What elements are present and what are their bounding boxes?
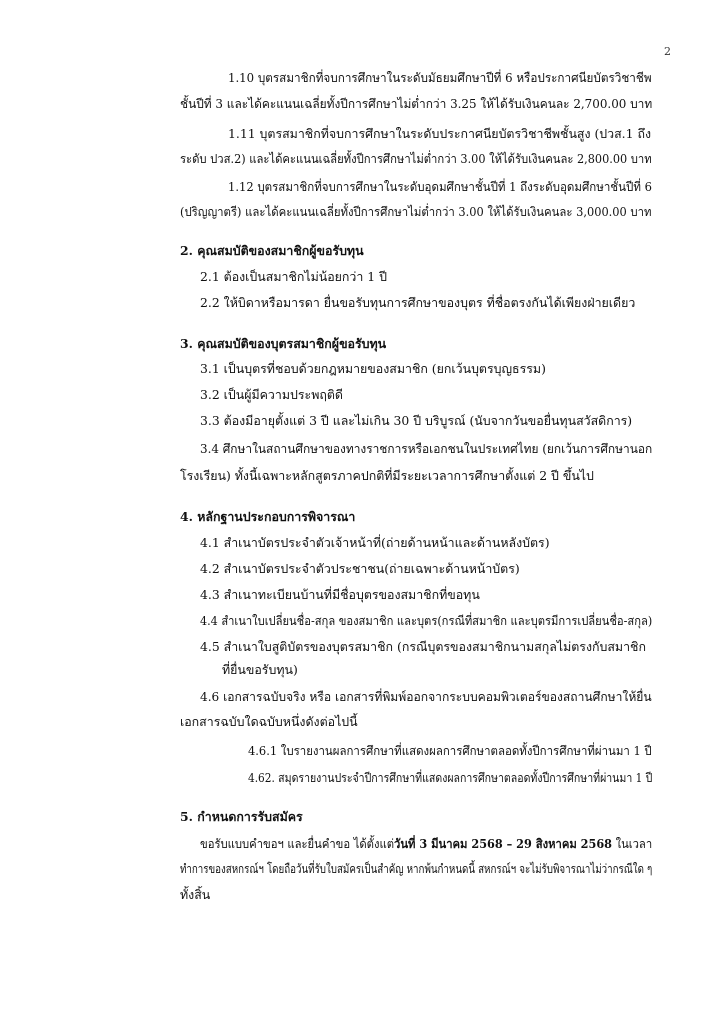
item-4-4: 4.4 สำเนาใบเปลี่ยนชื่อ-สกุล ของสมาชิก และบุตร(กรณีที่สมาชิก และบุตรมีการเปลี่ยนชื่อ-สกุล) bbox=[200, 613, 653, 628]
item-2-1: 2.1 ต้องเป็นสมาชิกไม่น้อยกว่า 1 ปี bbox=[200, 269, 387, 284]
item-1-12-line2: (ปริญญาตรี) และได้คะแนนเฉลี่ยทั้งปีการศึกษาไม่ต่ำกว่า 3.00 ให้ได้รับเงินคนละ 3,000.00 บาท bbox=[180, 204, 652, 219]
item-1-12-line1: 1.12 บุตรสมาชิกที่จบการศึกษาในระดับอุดมศึกษาชั้นปีที่ 1 ถึงระดับอุดมศึกษาชั้นปีที่ 6 bbox=[228, 179, 652, 194]
section-2-heading: 2. คุณสมบัติของสมาชิกผู้ขอรับทุน bbox=[180, 243, 364, 258]
item-2-2: 2.2 ให้บิดาหรือมารดา ยื่นขอรับทุนการศึกษาของบุตร ที่ชื่อตรงกันได้เพียงฝ่ายเดียว bbox=[200, 295, 636, 310]
section-5-heading: 5. กำหนดการรับสมัคร bbox=[180, 809, 303, 824]
section-4-heading: 4. หลักฐานประกอบการพิจารณา bbox=[180, 509, 356, 524]
item-4-5-line2: ที่ยื่นขอรับทุน) bbox=[222, 662, 298, 677]
section-5-date-range: วันที่ 3 มีนาคม 2568 – 29 สิงหาคม 2568 bbox=[394, 836, 613, 851]
section-5-line1 bbox=[200, 838, 652, 850]
page-number: 2 bbox=[664, 45, 671, 58]
item-4-5-line1: 4.5 สำเนาใบสูติบัตรของบุตรสมาชิก (กรณีบุตรของสมาชิกนามสกุลไม่ตรงกับสมาชิก bbox=[200, 639, 646, 654]
item-1-10-line2: ชั้นปีที่ 3 และได้คะแนนเฉลี่ยทั้งปีการศึกษาไม่ต่ำกว่า 3.25 ให้ได้รับเงินคนละ 2,700.00 บาท bbox=[180, 96, 653, 111]
item-4-2: 4.2 สำเนาบัตรประจำตัวประชาชน(ถ่ายเฉพาะด้านหน้าบัตร) bbox=[200, 561, 520, 576]
section-5-line2: ทำการของสหกรณ์ฯ โดยถือวันที่รับใบสมัครเป็นสำคัญ หากพ้นกำหนดนี้ สหกรณ์ฯ จะไม่รับพิจารณาไม่ว่ากรณีใด ๆ bbox=[180, 861, 653, 876]
section-5-line3: ทั้งสิ้น bbox=[180, 887, 211, 902]
item-3-4-line1: 3.4 ศึกษาในสถานศึกษาของทางราชการหรือเอกชนในประเทศไทย (ยกเว้นการศึกษานอก bbox=[200, 441, 653, 456]
item-4-6-2: 4.62. สมุดรายงานประจำปีการศึกษาที่แสดงผลการศึกษาตลอดทั้งปีการศึกษาที่ผ่านมา 1 ปี bbox=[248, 770, 653, 785]
section-5-line1-post: ในเวลา bbox=[612, 836, 653, 851]
item-4-6-1: 4.6.1 ใบรายงานผลการศึกษาที่แสดงผลการศึกษาตลอดทั้งปีการศึกษาที่ผ่านมา 1 ปี bbox=[248, 743, 652, 758]
item-1-11-line1: 1.11 บุตรสมาชิกที่จบการศึกษาในระดับประกาศนียบัตรวิชาชีพชั้นสูง (ปวส.1 ถึง bbox=[228, 126, 651, 141]
item-3-1: 3.1 เป็นบุตรที่ชอบด้วยกฎหมายของสมาชิก (ยกเว้นบุตรบุญธรรม) bbox=[200, 361, 546, 376]
item-4-3: 4.3 สำเนาทะเบียนบ้านที่มีชื่อบุตรของสมาชิกที่ขอทุน bbox=[200, 587, 480, 602]
item-3-4-line2: โรงเรียน) ทั้งนี้เฉพาะหลักสูตรภาคปกติที่มีระยะเวลาการศึกษาตั้งแต่ 2 ปี ขึ้นไป bbox=[180, 468, 594, 483]
item-4-6-line1: 4.6 เอกสารฉบับจริง หรือ เอกสารที่พิมพ์ออกจากระบบคอมพิวเตอร์ของสถานศึกษาให้ยื่น bbox=[200, 689, 652, 704]
item-3-3: 3.3 ต้องมีอายุตั้งแต่ 3 ปี และไม่เกิน 30 ปี บริบูรณ์ (นับจากวันขอยื่นทุนสวัสดิการ) bbox=[200, 413, 633, 428]
item-1-10-line1: 1.10 บุตรสมาชิกที่จบการศึกษาในระดับมัธยมศึกษาปีที่ 6 หรือประกาศนียบัตรวิชาชีพ bbox=[228, 70, 652, 85]
section-5-line1-pre: ขอรับแบบคำขอฯ และยื่นคำขอ ได้ตั้งแต่ bbox=[200, 836, 395, 851]
item-1-11-line2: ระดับ ปวส.2) และได้คะแนนเฉลี่ยทั้งปีการศึกษาไม่ต่ำกว่า 3.00 ให้ได้รับเงินคนละ 2,800.00 บาท bbox=[180, 151, 652, 166]
item-3-2: 3.2 เป็นผู้มีความประพฤติดี bbox=[200, 387, 343, 402]
section-3-heading: 3. คุณสมบัติของบุตรสมาชิกผู้ขอรับทุน bbox=[180, 336, 387, 351]
item-4-6-line2: เอกสารฉบับใดฉบับหนึ่งดังต่อไปนี้ bbox=[180, 714, 358, 729]
item-4-1: 4.1 สำเนาบัตรประจำตัวเจ้าหน้าที่(ถ่ายด้านหน้าและด้านหลังบัตร) bbox=[200, 535, 550, 550]
